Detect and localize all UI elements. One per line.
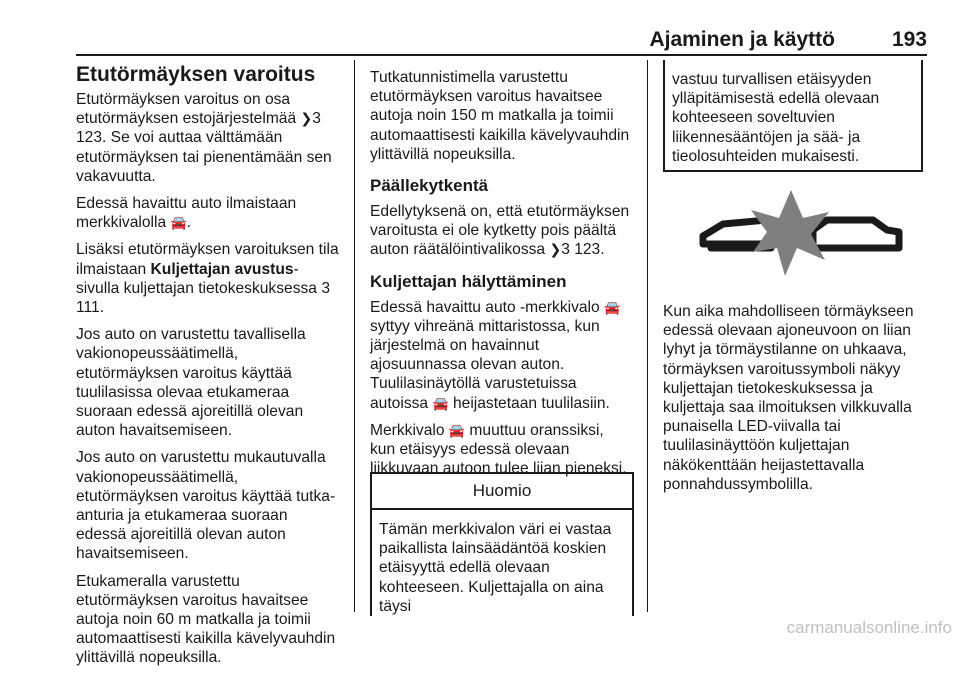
page-header	[76, 28, 927, 56]
car-front-icon: 🚘	[170, 215, 187, 231]
notice-title: Huomio	[372, 474, 632, 510]
page-ref-arrow-icon: ❯	[549, 241, 562, 258]
subheading-activation: Päällekytkentä	[370, 176, 489, 196]
paragraph-orange: Merkkivalo 🚘 muuttuu oranssiksi, kun etäisyys edessä olevaan liikkuvaan autoon tulee liian pieneksi.	[370, 421, 627, 478]
paragraph-radar-range: Tutkatunnistimella varustettu etutörmäyksen varoitus havaitsee autoja noin 150 m matkalla ja toimii automaattisesti kaikilla kävelyvauhdin ylittävillä nopeuksilla.	[370, 69, 630, 163]
paragraph-intro: Etutörmäyksen varoitus on osa etutörmäyksen estojärjestelmää ❯3 123. Se voi auttaa välttämään etutörmäyksen tai pienentämään sen vakavuutta.	[76, 91, 332, 185]
page-number: 193	[891, 28, 927, 51]
paragraph-camera-range: Etukameralla varustettu etutörmäyksen varoitus havaitsee autoja noin 60 m matkalla ja toimii automaattisesti kaikilla kävelyvauhdin ylittävillä nopeuksilla.	[76, 572, 336, 667]
column-2	[370, 68, 632, 486]
car-front-icon: 🚘	[432, 395, 449, 411]
subheading-alert: Kuljettajan hälyttäminen	[370, 271, 567, 291]
column-divider-2	[647, 60, 648, 612]
notice-body-continued: vastuu turvallisen etäisyyden ylläpitämisestä edellä olevaan kohteeseen soveltuvien liikennesääntöjen ja sää- ja tieolosuhteiden mukaisesti.	[672, 71, 880, 165]
paragraph-indicator: Edessä havaittu auto ilmaistaan merkkivalolla 🚘.	[76, 195, 297, 232]
paragraph-camera: Jos auto on varustettu tavallisella vakionopeussäätimellä, etutörmäyksen varoitus käyttää tuulilasissa olevaa etukameraa suoraan edessä ajoreitillä olevan auton havaitsemiseen.	[76, 326, 306, 440]
impact-star-icon	[751, 190, 829, 276]
watermark: carmanualsonline.info	[786, 618, 952, 637]
section-heading: Etutörmäyksen varoitus	[76, 63, 316, 86]
notice-body: Tämän merkkivalon väri ei vastaa paikallista lainsäädäntöä koskien etäisyyttä edellä olevaan kohteeseen. Kuljettajalla on aina täysi	[379, 521, 612, 615]
paragraph-warning: Kun aika mahdolliseen törmäykseen edessä olevaan ajoneuvoon on liian lyhyt ja törmäystilanne on uhkaava, törmäyksen varoitussymboli näkyy kuljettajan tietokeskuksessa ja kuljettaja saa ilmoituksen vilkkuvalla punaisella LED-viivalla tai tuulilasinäyttöön kuljettajan näkökenttään heijastettavalla ponnahdussymbolilla.	[663, 303, 914, 493]
column-1	[76, 62, 341, 676]
column-divider-1	[354, 60, 355, 612]
chapter-title: Ajaminen ja käyttö	[649, 28, 835, 51]
notice-box-continued	[663, 60, 923, 172]
paragraph-activation: Edellytyksenä on, että etutörmäyksen varoitusta ei ole kytketty pois päältä auton räätälöintivalikossa ❯3 123.	[370, 203, 630, 259]
front-car-icon	[813, 220, 899, 248]
car-front-icon: 🚘	[448, 422, 466, 438]
page-ref-arrow-icon: ❯	[300, 110, 313, 127]
notice-box	[370, 472, 634, 616]
paragraph-radar-camera: Jos auto on varustettu mukautuvalla vakionopeussäätimellä, etutörmäyksen varoitus käyttää tutka-anturia ja etukameraa suoraan edessä ajoreitillä olevan auton havaitsemiseen.	[76, 449, 336, 563]
car-front-icon: 🚘	[604, 299, 621, 315]
paragraph-status: Lisäksi etutörmäyksen varoituksen tila ilmaistaan Kuljettajan avustus-sivulla kuljettajan tietokeskuksessa 3 111.	[76, 241, 339, 317]
paragraph-alert: Edessä havaittu auto -merkkivalo 🚘 syttyy vihreänä mittaristossa, kun järjestelmä on havainnut ajosuunnassa olevan auton. Tuulilasinäytöllä varustetuissa autoissa 🚘 heijastetaan tuulilasiin.	[370, 298, 621, 412]
collision-illustration	[663, 190, 927, 285]
